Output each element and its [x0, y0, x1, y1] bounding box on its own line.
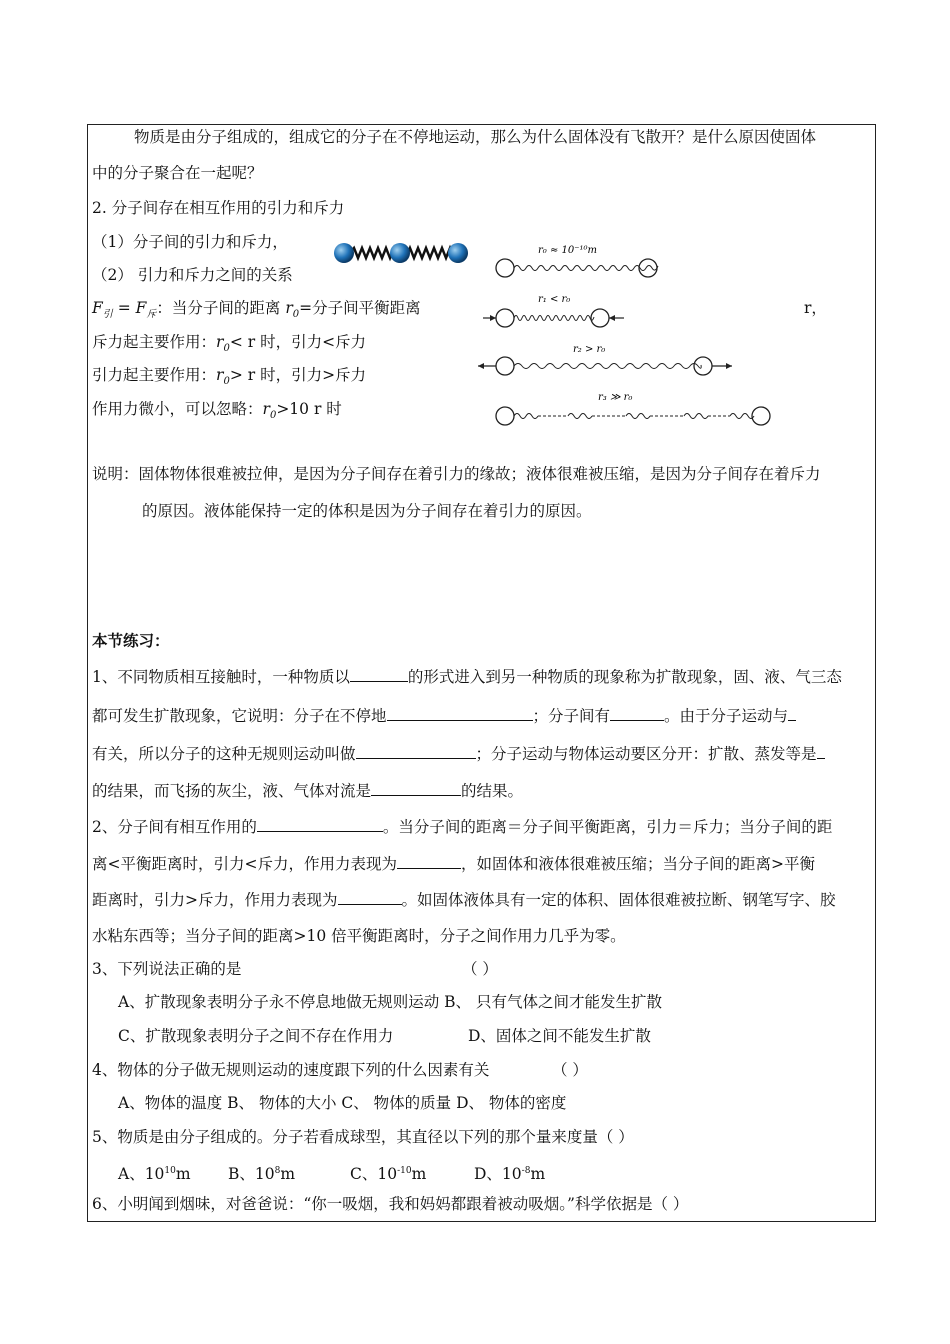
q2-line-1: 2、分子间有相互作用的 。当分子间的距离＝分子间平衡距离，引力＝斥力；当分子间的距 [92, 815, 832, 838]
q2-line-4: 水粘东西等；当分子间的距离>10 倍平衡距离时，分子之间作用力几乎为零。 [92, 927, 626, 945]
q1-blank-3[interactable] [610, 704, 664, 721]
label-far: r₃ ≫ r₀ [598, 392, 633, 403]
molecule-ball-2 [390, 243, 410, 263]
molecule-chain-illustration [330, 236, 475, 270]
q5-option-b: B、$10^8m$ [228, 1165, 296, 1184]
q1-blank-6[interactable] [817, 742, 825, 759]
note-line-2: 的原因。液体能保持一定的体积是因为分子间存在着引力的原因。 [142, 502, 592, 520]
q5-stem: 5、物质是由分子组成的。分子若看成球型，其直径以下列的那个量来度量（ ） [92, 1128, 634, 1146]
section2-heading: 2. 分子间存在相互作用的引力和斥力 [92, 199, 345, 217]
q1-line-2: 都可发生扩散现象，它说明：分子在不停地 ；分子间有 。由于分子运动与 [92, 704, 796, 727]
label-stretched: r₂ > r₀ [573, 344, 606, 355]
q1-line-4: 的结果，而飞扬的灰尘，液、气体对流是 的结果。 [92, 779, 523, 802]
q5-option-d: D、$10^{-8}m$ [474, 1165, 546, 1184]
q3-option-c: C、扩散现象表明分子之间不存在作用力 [118, 1027, 394, 1045]
force-equal-row: $F_引 = F_斥$：当分子间的距离 $r_0=$分子间平衡距离 [92, 299, 421, 321]
negligible-row: 作用力微小，可以忽略：$r_0>10$ r 时 [92, 400, 342, 422]
repulsion-row: 斥力起主要作用：$r_0< r$ 时，引力<斥力 [92, 333, 367, 355]
q1-line-1: 1、不同物质相互接触时，一种物质以 的形式进入到另一种物质的现象称为扩散现象，固、液、气三态 [92, 665, 842, 688]
q1-blank-1[interactable] [350, 665, 408, 682]
molecule-r1-left [496, 309, 514, 327]
exercise-title: 本节练习： [92, 632, 170, 650]
q4-stem: 4、物体的分子做无规则运动的速度跟下列的什么因素有关 [92, 1061, 490, 1079]
attraction-row: 引力起主要作用：$r_0> r$ 时，引力>斥力 [92, 366, 367, 388]
q2-blank-1[interactable] [257, 815, 383, 832]
q1-blank-5[interactable] [356, 742, 476, 759]
molecule-r3-right [752, 407, 770, 425]
label-compressed: r₁ < r₀ [538, 294, 571, 305]
intermolecular-spring-diagram [478, 240, 778, 436]
molecule-r0-left [496, 259, 514, 277]
q1-blank-4[interactable] [788, 704, 796, 721]
label-equilibrium: r₀ ≈ 10⁻¹⁰m [538, 245, 598, 256]
molecule-r3-left [496, 407, 514, 425]
molecule-r0-right [639, 259, 657, 277]
q4-answer-paren[interactable]: （ ） [552, 1061, 588, 1079]
intro-line-2: 中的分子聚合在一起呢？ [92, 164, 263, 182]
section2-item1: （1）分子间的引力和斥力， [92, 233, 288, 251]
stray-r: r， [804, 299, 827, 317]
q2-line-2: 离<平衡距离时，引力<斥力，作用力表现为 ，如固体和液体很难被压缩；当分子间的距离>平衡 [92, 852, 815, 875]
q2-line-3: 距离时，引力>斥力，作用力表现为 。如固体液体具有一定的体积、固体很难被拉断、钢笔写字、胶 [92, 888, 836, 911]
molecule-r2-right [694, 357, 712, 375]
spring-r2 [514, 364, 701, 369]
molecule-r2-left [496, 357, 514, 375]
q1-blank-7[interactable] [371, 779, 461, 796]
q6-stem: 6、小明闻到烟味，对爸爸说：“你一吸烟，我和妈妈都跟着被动吸烟。”科学依据是（ ） [92, 1195, 689, 1213]
section2-item2: （2） 引力和斥力之间的关系 [92, 266, 293, 284]
q3-answer-paren[interactable]: （ ） [462, 960, 498, 978]
spring-r0 [514, 266, 658, 271]
q2-blank-2[interactable] [397, 852, 461, 869]
q3-option-ab: A、扩散现象表明分子永不停息地做无规则运动 B、 只有气体之间才能发生扩散 [118, 993, 662, 1011]
q5-option-c: C、$10^{-10}m$ [350, 1165, 427, 1184]
q4-options: A、物体的温度 B、 物体的大小 C、 物体的质量 D、 物体的密度 [118, 1094, 567, 1112]
q3-option-d: D、固体之间不能发生扩散 [468, 1027, 651, 1045]
q5-option-a: A、$10^{10}m$ [118, 1165, 191, 1184]
q1-line-3: 有关，所以分子的这种无规则运动叫做 ；分子运动与物体运动要区分开：扩散、蒸发等是 [92, 742, 825, 765]
molecule-ball-3 [448, 243, 468, 263]
intro-line-1: 物质是由分子组成的，组成它的分子在不停地运动，那么为什么固体没有飞散开？是什么原因使固体 [134, 128, 817, 146]
q3-stem: 3、下列说法正确的是 [92, 960, 242, 978]
spring-r1 [514, 316, 594, 321]
q1-blank-2[interactable] [387, 704, 533, 721]
note-line-1: 说明：固体物体很难被拉伸，是因为分子间存在着引力的缘故；液体很难被压缩，是因为分子间存在着斥力 [92, 465, 821, 483]
molecule-ball-1 [334, 243, 354, 263]
q2-blank-3[interactable] [338, 888, 402, 905]
